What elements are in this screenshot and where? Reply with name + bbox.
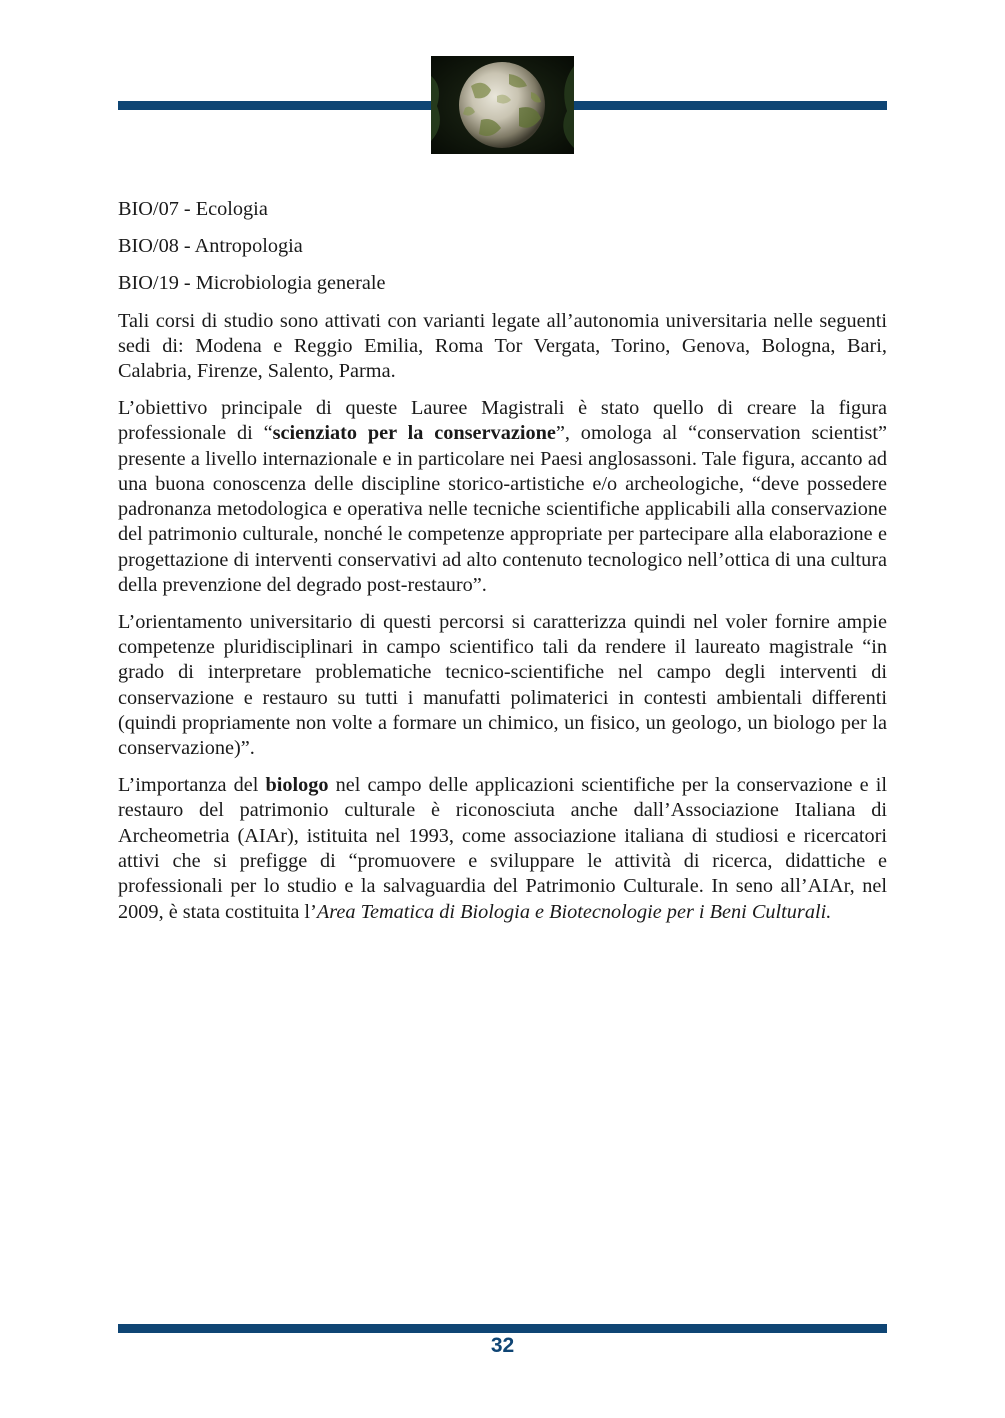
list-item: BIO/19 - Microbiologia generale <box>118 272 386 295</box>
paragraph-obiettivo <box>118 396 887 598</box>
paragraph-sedi: Tali corsi di studio sono attivati con varianti legate all’autonomia universitaria nelle seguenti sedi di: Modena e Reggio Emilia, Roma Tor Vergata, Torino, Genova, Bologna, Bari, Calabria, Firenze, Salento, Parma. <box>118 309 887 383</box>
paragraph-text: nel campo delle applicazioni scientifiche per la conservazione e il restauro del patrimonio culturale è riconosciuta anche dall’Associazione Italiana di Archeometria (AIAr), istituita nel 1993, come associazione italiana di studiosi e ricercatori attivi che si prefigge di “promuovere e sviluppare le attività di ricerca, didattiche e professionali per lo studio e la salvaguardia del Patrimonio Culturale. In seno all’AIAr, nel 2009, è stata costituita l’ <box>118 774 887 923</box>
paragraph-text: L’importanza del <box>118 774 266 797</box>
page-number: 32 <box>490 1334 515 1357</box>
list-item: BIO/07 - Ecologia <box>118 198 268 220</box>
paragraph-text: ”, omologa al “conservation scientist” presente a livello internazionale e in particolare nei Paesi anglosassoni. Tale figura, accanto ad una buona conoscenza delle discipline storico-artistiche e/o archeologiche, “deve possedere padronanza metodologica e operativa nelle tecniche scientifiche applicabili alla conservazione del patrimonio culturale, nonché le competenze appropriate per partecipare alla elaborazione e progettazione di interventi conservativi ad alto contenuto tecnologico nell’ottica di una cultura della prevenzione del degrado post-restauro”. <box>118 422 888 597</box>
paragraph-biologo <box>118 773 887 925</box>
bold-term: biologo <box>265 774 329 797</box>
header-rule-left <box>118 101 431 110</box>
list-item: BIO/08 - Antropologia <box>118 235 303 258</box>
paragraph-text: L’obiettivo principale di queste Lauree Magistrali è stato quello di creare la figura professionale di “ <box>118 396 887 445</box>
body-text <box>118 197 887 925</box>
header-rule-right <box>574 101 887 110</box>
paragraph-orientamento: L’orientamento universitario di questi percorsi si caratterizza quindi nel voler fornire ampie competenze pluridisciplinari in campo scientifico tali da rendere il laureato magistrale “in grado di interpretare problematiche tecnico-scientifiche nel campo degli interventi di conservazione e restauro su tutti i manufatti polimaterici in contesti ambientali differenti (quindi propriamente non volte a formare un chimico, un fisico, un geologo, un biologo per la conservazione)”. <box>118 610 887 760</box>
footer-rule <box>118 1324 887 1333</box>
header-sphere-image <box>431 56 574 154</box>
italic-title: Area Tematica di Biologia e Biotecnologie per i Beni Culturali. <box>316 900 832 923</box>
bold-term: scienziato per la conservazione <box>272 422 556 445</box>
